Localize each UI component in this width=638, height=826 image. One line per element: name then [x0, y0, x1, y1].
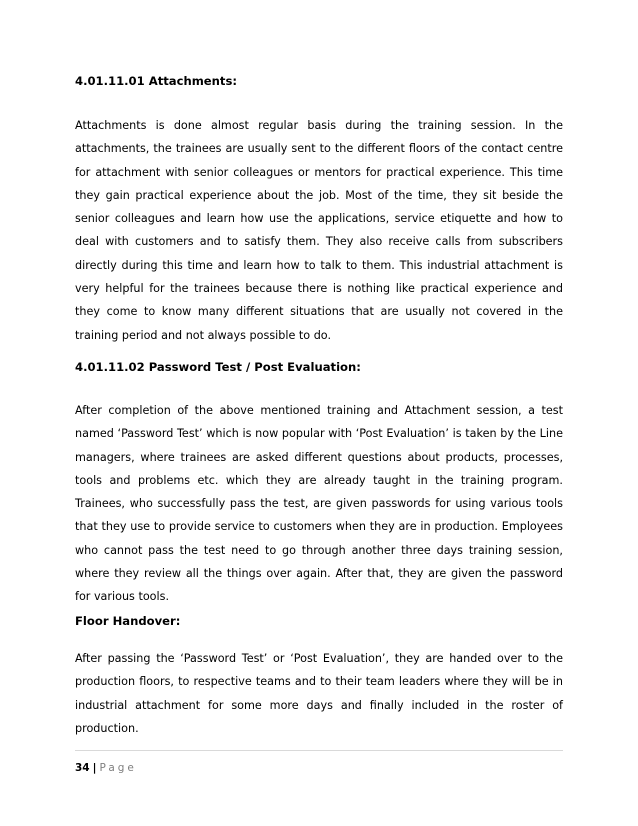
section-heading-attachments: 4.01.11.01 Attachments: [75, 74, 238, 88]
document-page [75, 0, 563, 826]
section-body-attachments: Attachments is done almost regular basis during the training session. In the attachments, the trainees are usually sent to the different floors of the contact centre for attachment with senior colleagues or mentors for practical experience. This time they gain practical experience about the job. Most of the time, they sit beside the senior colleagues and learn how use the applications, service etiquette and how to deal with customers and to satisfy them. They also receive calls from subscribers directly during this time and learn how to talk to them. This industrial attachment is very helpful for the trainees because there is nothing like practical experience and they come to know many different situations that are usually not covered in the training period and not always possible to do. [75, 119, 563, 342]
section-body-password-test: After completion of the above mentioned training and Attachment session, a test named ‘Password Test’ which is now popular with ‘Post Evaluation’ is taken by the Line managers, where trainees are asked different questions about products, processes, tools and problems etc. which they are already taught in the training program. Trainees, who successfully pass the test, are given passwords for using various tools that they use to provide service to customers when they are in production. Employees who cannot pass the test need to go through another three days training session, where they review all the things over again. After that, they are given the password for various tools. [75, 404, 563, 604]
footer-separator: | [92, 762, 97, 774]
section-heading-password-test: 4.01.11.02 Password Test / Post Evaluation: [75, 360, 361, 374]
section-body-floor-handover: After passing the ‘Password Test’ or ‘Post Evaluation’, they are handed over to the production floors, to respective teams and to their team leaders where they will be in industrial attachment for some more days and finally included in the roster of production. [75, 652, 563, 735]
section-heading-floor-handover: Floor Handover: [75, 614, 181, 628]
page-label: Page [99, 762, 137, 774]
page-number: 34 [75, 762, 90, 774]
page-footer [75, 750, 563, 775]
